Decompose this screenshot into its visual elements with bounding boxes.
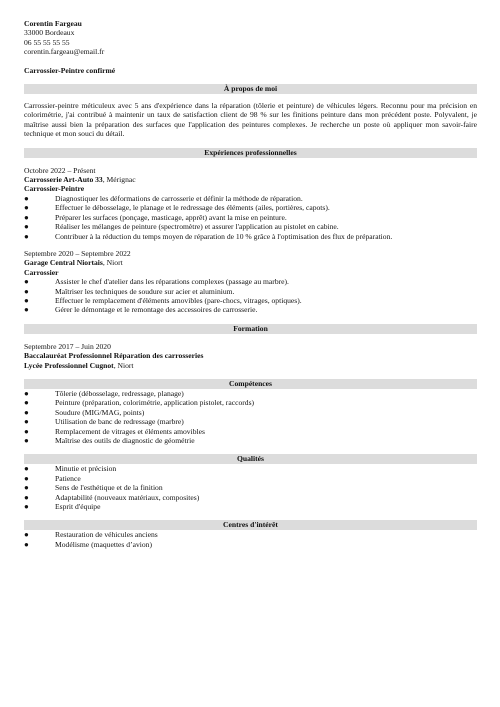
list-item: ● Patience bbox=[24, 473, 81, 483]
list-item: ● Maîtriser les techniques de soudure sur acier et aluminium. bbox=[24, 286, 235, 296]
about-text: Carrossier-peintre méticuleux avec 5 ans d'expérience dans la réparation (tôlerie et peinture) de véhicules légers. Reconnu pour ma précision en colorimétrie, j'ai contribué à maintenir un taux de satisfaction client de 98 % sur les finitions peinture dans mon précédent poste. Polyvalent, je maîtrise aussi bien la préparation des surfaces que l'application des peintures complexes. Je recherche un poste où appliquer mon savoir-faire technique et mon souci du détail. bbox=[24, 101, 477, 139]
list-item: ● Minutie et précision bbox=[24, 464, 117, 474]
bullet-icon: ● bbox=[24, 483, 29, 493]
section-heading-about: À propos de moi bbox=[24, 84, 477, 94]
skills-list bbox=[24, 389, 477, 445]
experience-location: , Niort bbox=[102, 258, 123, 268]
bullet-icon: ● bbox=[24, 305, 29, 315]
experience-tasks bbox=[24, 194, 477, 241]
education-school: Lycée Professionnel Cugnot bbox=[24, 360, 114, 370]
bullet-icon: ● bbox=[24, 539, 29, 549]
candidate-name: Corentin Fargeau bbox=[24, 19, 82, 28]
list-item: ● Effectuer le débosselage, le planage et le redressage des éléments (ailes, portières, capots). bbox=[24, 203, 330, 213]
bullet-icon: ● bbox=[24, 277, 29, 287]
education-location: , Niort bbox=[113, 360, 134, 370]
section-heading-qualities: Qualités bbox=[24, 454, 477, 464]
experience-employer bbox=[24, 258, 477, 267]
bullet-icon: ● bbox=[24, 388, 29, 398]
interests-list bbox=[24, 530, 477, 549]
qualities-list bbox=[24, 464, 477, 511]
experience-role: Carrossier bbox=[24, 267, 59, 277]
section-heading-education: Formation bbox=[24, 324, 477, 334]
bullet-icon: ● bbox=[24, 295, 29, 305]
bullet-icon: ● bbox=[24, 492, 29, 502]
job-title: Carrossier-Peintre confirmé bbox=[24, 65, 116, 75]
list-item: ● Modélisme (maquettes d’avion) bbox=[24, 539, 153, 549]
list-item: ● Soudure (MIG/MAG, points) bbox=[24, 407, 145, 417]
list-item: ● Assister le chef d'atelier dans les réparations complexes (passage au marbre). bbox=[24, 277, 289, 287]
experience-company: Garage Central Niortais bbox=[24, 258, 103, 268]
experience-tasks bbox=[24, 277, 477, 315]
bullet-icon: ● bbox=[24, 407, 29, 417]
list-item: ● Esprit d'équipe bbox=[24, 502, 101, 512]
section-heading-experience: Expériences professionnelles bbox=[24, 148, 477, 158]
candidate-email: corentin.fargeau@email.fr bbox=[24, 47, 105, 57]
list-item: ● Gérer le démontage et le remontage des accessoires de carrosserie. bbox=[24, 305, 258, 315]
education-item bbox=[24, 342, 477, 370]
experience-location: , Mérignac bbox=[102, 175, 136, 185]
bullet-icon: ● bbox=[24, 436, 29, 445]
experience-company: Carrosserie Art-Auto 33 bbox=[24, 175, 103, 185]
experience-item bbox=[24, 249, 477, 315]
experience-dates: Septembre 2020 – Septembre 2022 bbox=[24, 248, 131, 258]
list-item: ● Restauration de véhicules anciens bbox=[24, 530, 158, 540]
experience-item bbox=[24, 166, 477, 241]
list-item: ● Maîtrise des outils de diagnostic de géométrie bbox=[24, 436, 195, 445]
bullet-icon: ● bbox=[24, 473, 29, 483]
bullet-icon: ● bbox=[24, 286, 29, 296]
list-item: ● Remplacement de vitrages et éléments amovibles bbox=[24, 426, 205, 436]
education-dates: Septembre 2017 – Juin 2020 bbox=[24, 341, 111, 351]
contact-block bbox=[24, 19, 477, 57]
list-item: ● Adaptabilité (nouveaux matériaux, composites) bbox=[24, 492, 200, 502]
list-item: ● Effectuer le remplacement d'éléments amovibles (pare-chocs, vitrages, optiques). bbox=[24, 295, 302, 305]
experience-role: Carrossier-Peintre bbox=[24, 184, 85, 194]
list-item: ● Réaliser les mélanges de peinture (spectromètre) et assurer l'application au pistolet en cabine. bbox=[24, 222, 339, 232]
bullet-icon: ● bbox=[24, 222, 29, 232]
bullet-icon: ● bbox=[24, 212, 29, 222]
list-item: ● Préparer les surfaces (ponçage, masticage, apprêt) avant la mise en peinture. bbox=[24, 212, 287, 222]
bullet-icon: ● bbox=[24, 530, 29, 540]
list-item: ● Tôlerie (débosselage, redressage, planage) bbox=[24, 388, 184, 398]
bullet-icon: ● bbox=[24, 426, 29, 436]
bullet-icon: ● bbox=[24, 398, 29, 408]
education-degree: Baccalauréat Professionnel Réparation des carrosseries bbox=[24, 351, 204, 361]
candidate-city: 33000 Bordeaux bbox=[24, 28, 75, 38]
education-school-line bbox=[24, 361, 477, 370]
list-item: ● Sens de l'esthétique et de la finition bbox=[24, 483, 163, 493]
bullet-icon: ● bbox=[24, 502, 29, 512]
bullet-icon: ● bbox=[24, 203, 29, 213]
bullet-icon: ● bbox=[24, 193, 29, 203]
experience-dates: Octobre 2022 – Présent bbox=[24, 165, 96, 175]
bullet-icon: ● bbox=[24, 464, 29, 474]
bullet-icon: ● bbox=[24, 231, 29, 241]
bullet-icon: ● bbox=[24, 417, 29, 427]
list-item: ● Contribuer à la réduction du temps moyen de réparation de 10 % grâce à l'optimisation des flux de préparation. bbox=[24, 231, 393, 241]
section-heading-skills: Compétences bbox=[24, 379, 477, 389]
list-item: ● Peinture (préparation, colorimétrie, application pistolet, raccords) bbox=[24, 398, 255, 408]
list-item: ● Diagnostiquer les déformations de carrosserie et définir la méthode de réparation. bbox=[24, 193, 303, 203]
list-item: ● Utilisation de banc de redressage (marbre) bbox=[24, 417, 184, 427]
section-heading-interests: Centres d'intérêt bbox=[24, 520, 477, 530]
experience-employer bbox=[24, 175, 477, 184]
candidate-phone: 06 55 55 55 55 bbox=[24, 37, 70, 47]
